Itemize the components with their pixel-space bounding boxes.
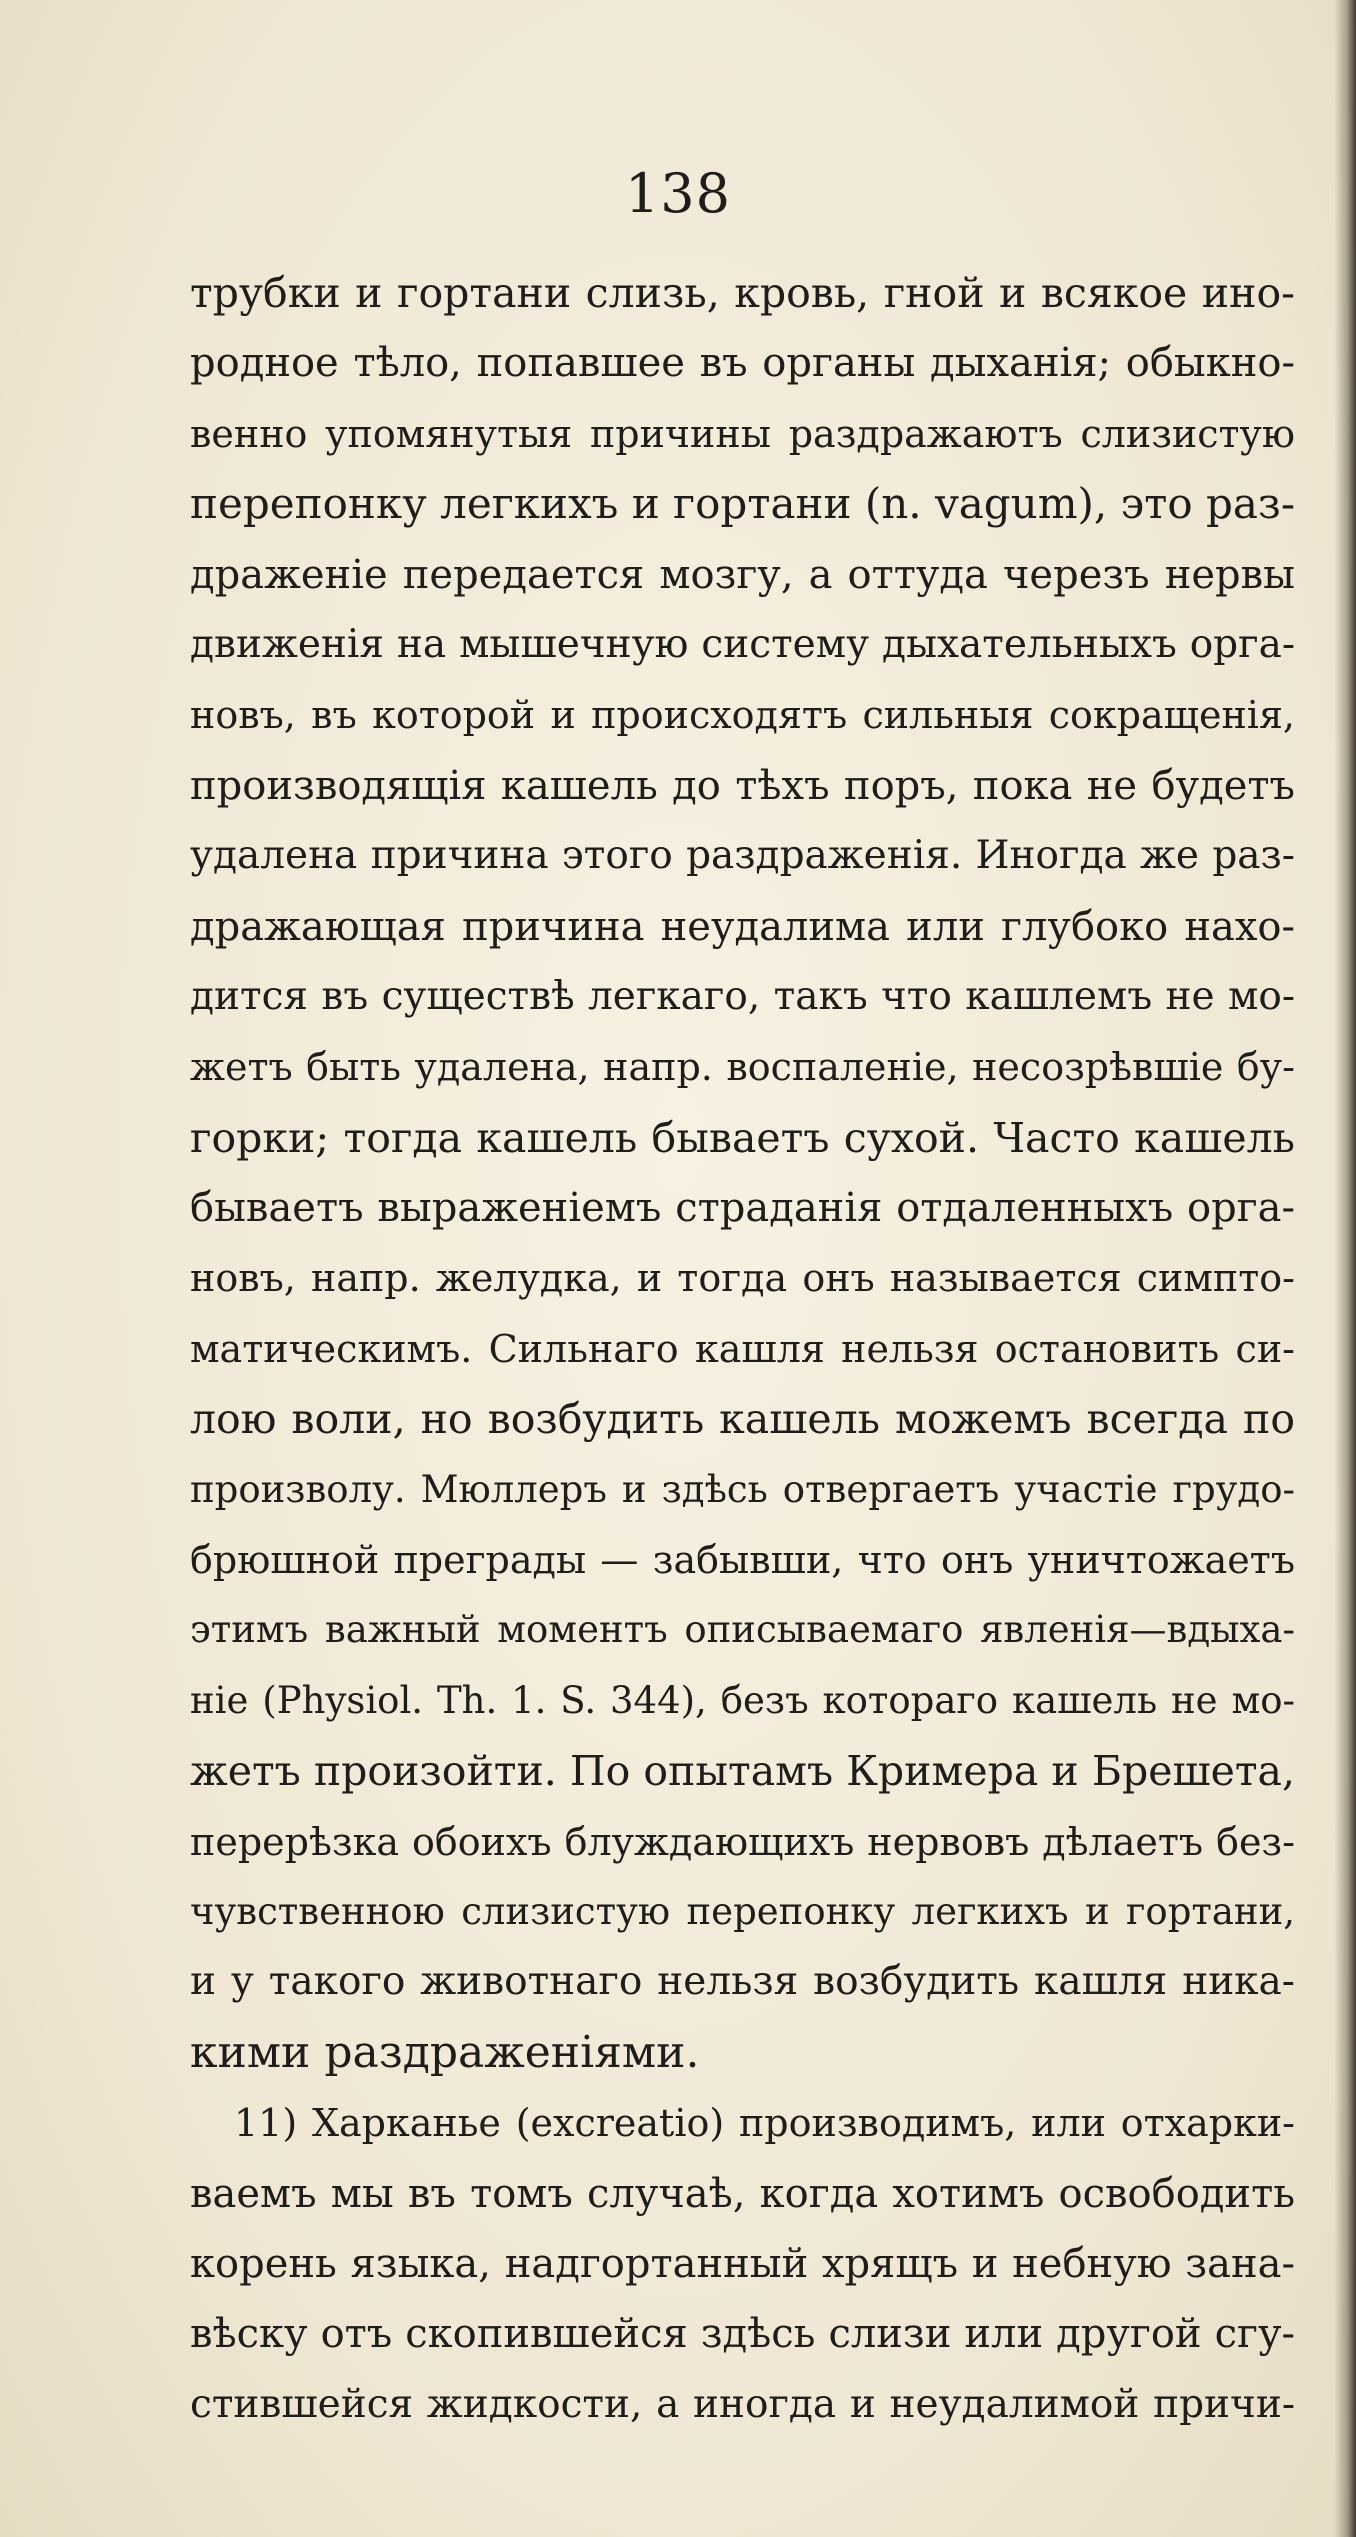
text-line: лою воли, но возбудить кашель можемъ всегда по xyxy=(190,1395,1295,1444)
text-line: и у такого животнаго нельзя возбудить кашля ника- xyxy=(190,1959,1295,2005)
text-line: жетъ быть удалена, напр. воспаленіе, несозрѣвшіе бу- xyxy=(190,1045,1295,1090)
text-line: новъ, напр. желудка, и тогда онъ называется симпто- xyxy=(190,1256,1295,1301)
text-line: матическимъ. Сильнаго кашля нельзя остановить си- xyxy=(190,1326,1295,1371)
text-line: перерѣзка обоихъ блуждающихъ нервовъ дѣлаетъ без- xyxy=(190,1819,1295,1864)
text-line: новъ, въ которой и происходятъ сильныя сокращенія, xyxy=(190,693,1295,738)
text-line: стившейся жидкости, а иногда и неудалимой причи- xyxy=(190,2381,1295,2427)
body-text xyxy=(190,258,1295,2440)
text-line: венно упомянутыя причины раздражаютъ слизистую xyxy=(190,411,1295,456)
text-line: горки; тогда кашель бываетъ сухой. Часто кашель xyxy=(190,1113,1295,1162)
page-number: 138 xyxy=(624,162,732,225)
text-line: вѣску отъ скопившейся здѣсь слизи или другой сгу- xyxy=(190,2311,1295,2358)
text-line: дится въ существѣ легкаго, такъ что кашлемъ не мо- xyxy=(190,973,1295,1019)
text-line: жетъ произойти. По опытамъ Кримера и Брешета, xyxy=(190,1747,1295,1796)
text-line: трубки и гортани слизь, кровь, гной и всякое ино- xyxy=(190,269,1295,317)
text-line: дражающая причина неудалима или глубоко нахо- xyxy=(190,903,1295,950)
page-edge-shadow xyxy=(1334,0,1356,2537)
text-line: чувственною слизистую перепонку легкихъ и гортани, xyxy=(190,1889,1295,1933)
text-line: этимъ важный моментъ описываемаго явленія—вдыха- xyxy=(190,1608,1295,1652)
text-line: бываетъ выраженіемъ страданія отдаленныхъ орга- xyxy=(190,1185,1295,1232)
text-line: производящія кашель до тѣхъ поръ, пока не будетъ xyxy=(190,762,1295,809)
text-line: ваемъ мы въ томъ случаѣ, когда хотимъ освободить xyxy=(190,2170,1295,2217)
text-line: перепонку легкихъ и гортани (n. vagum), это раз- xyxy=(190,479,1296,529)
text-line: удалена причина этого раздраженія. Иногда же раз- xyxy=(190,833,1295,879)
text-line: кими раздраженіями. xyxy=(190,2026,700,2078)
text-line: драженіе передается мозгу, а оттуда черезъ нервы xyxy=(190,551,1295,598)
text-line: движенія на мышечную систему дыхательныхъ орга- xyxy=(190,621,1295,667)
text-line: произволу. Мюллеръ и здѣсь отвергаетъ участіе грудо- xyxy=(190,1467,1295,1511)
text-line: брюшной преграды — забывши, что онъ уничтожаетъ xyxy=(190,1538,1295,1583)
text-line: корень языка, надгортанный хрящъ и небную зана- xyxy=(190,2240,1295,2287)
text-line: родное тѣло, попавшее въ органы дыханія; обыкно- xyxy=(190,340,1295,387)
text-line: 11) Харканье (excreatio) производимъ, или отхарки- xyxy=(234,2101,1295,2146)
text-line: ніе (Physiol. Th. 1. S. 344), безъ котораго кашель не мо- xyxy=(190,1678,1295,1722)
